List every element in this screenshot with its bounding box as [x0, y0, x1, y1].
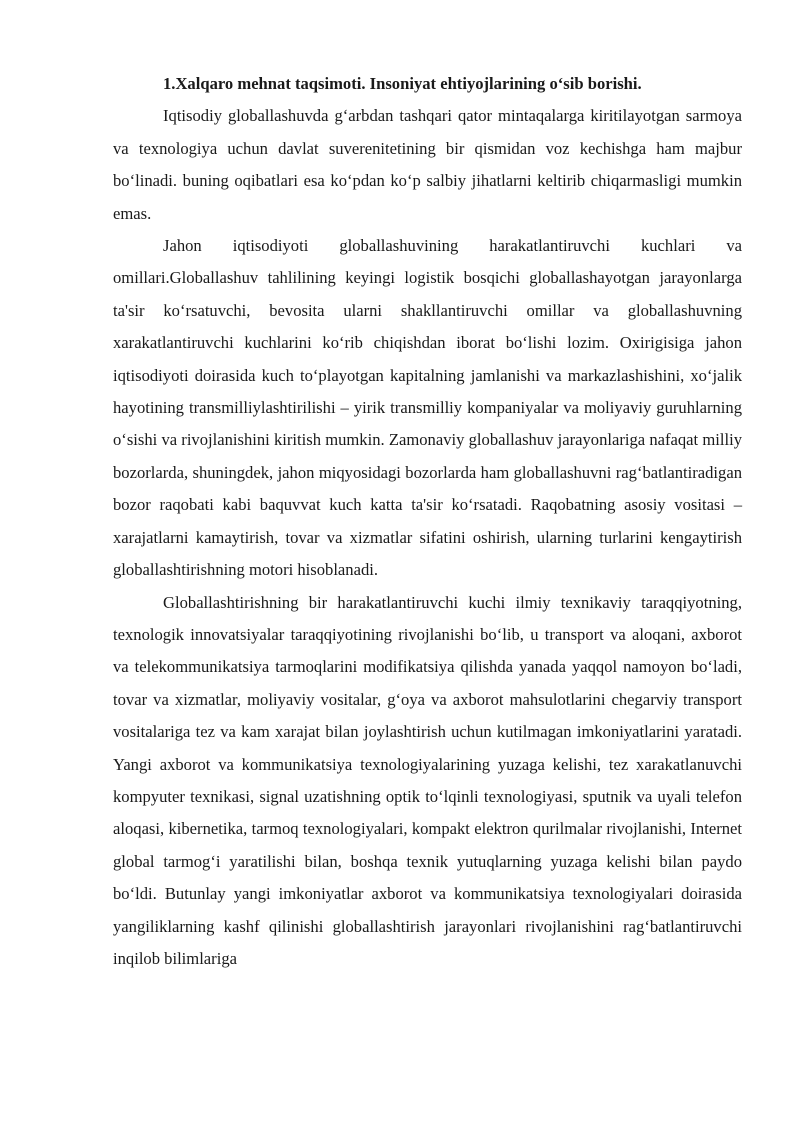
paragraph-3: Globallashtirishning bir harakatlantiruvchi kuchi ilmiy texnikaviy taraqqiyotning, texnologik innovatsiyalar taraqqiyotining rivojlanishi bo‘lib, u transport va aloqani, axborot va telekommunikatsiya tarmoqlarini modifikatsiya qilishda yanada yaqqol namoyon bo‘ladi, tovar va xizmatlar, moliyaviy vositalar, g‘oya va axborot mahsulotlarini chegarviy transport vositalariga tez va kam xarajat bilan joylashtirish uchun kutilmagan imkoniyatlarini yaratadi. Yangi axborot va kommunikatsiya texnologiyalarining yuzaga kelishi, tez xarakatlanuvchi kompyuter texnikasi, signal uzatishning optik to‘lqinli texnologiyasi, sputnik va uyali telefon aloqasi, kibernetika, tarmoq texnologiyalari, kompakt elektron qurilmalar rivojlanishi, Internet global tarmog‘i yaratilishi bilan, boshqa texnik yutuqlarning yuzaga kelishi bilan paydo bo‘ldi. Butunlay yangi imkoniyatlar axborot va kommunikatsiya texnologiyalari doirasida yangiliklarning kashf qilinishi globallashtirish jarayonlari rivojlanishini rag‘batlantiruvchi inqilob bilimlariga [113, 592, 742, 968]
paragraph-2: Jahon iqtisodiyoti globallashuvining harakatlantiruvchi kuchlari va omillari.Globallashuv tahlilining keyingi logistik bosqichi globallashayotgan jarayonlarga ta'sir ko‘rsatuvchi, bevosita ularni shakllantiruvchi omillar va globallashuvning xarakatlantiruvchi kuchlarini ko‘rib chiqishdan iborat bo‘lishi lozim. Oxirigisiga jahon iqtisodiyoti doirasida kuch to‘playotgan kapitalning jamlanishi va markazlashishini, xo‘jalik hayotining transmilliylashtirilishi – yirik transmilliy kompaniyalar va moliyaviy guruhlarning o‘sishi va rivojlanishini kiritish mumkin. Zamonaviy globallashuv jarayonlariga nafaqat milliy bozorlarda, shuningdek, jahon miqyosidagi bozorlarda ham globallashuvni rag‘batlantiradigan bozor raqobati kabi baquvvat kuch katta ta'sir ko‘rsatadi. Raqobatning asosiy vositasi – xarajatlarni kamaytirish, tovar va xizmatlar sifatini oshirish, ularning turlarini kengaytirish globallashtirishning motori hisoblanadi. [113, 236, 742, 580]
document-page [113, 68, 742, 975]
section-heading: 1.Xalqaro mehnat taqsimoti. Insoniyat ehtiyojlarining o‘sib borishi. [163, 74, 642, 93]
paragraph-1: Iqtisodiy globallashuvda g‘arbdan tashqari qator mintaqalarga kiritilayotgan sarmoya va texnologiya uchun davlat suverenitetining bir qismidan voz kechishga ham majbur bo‘linadi. buning oqibatlari esa ko‘pdan ko‘p salbiy jihatlarni keltirib chiqarmasligi mumkin emas. [113, 106, 742, 223]
